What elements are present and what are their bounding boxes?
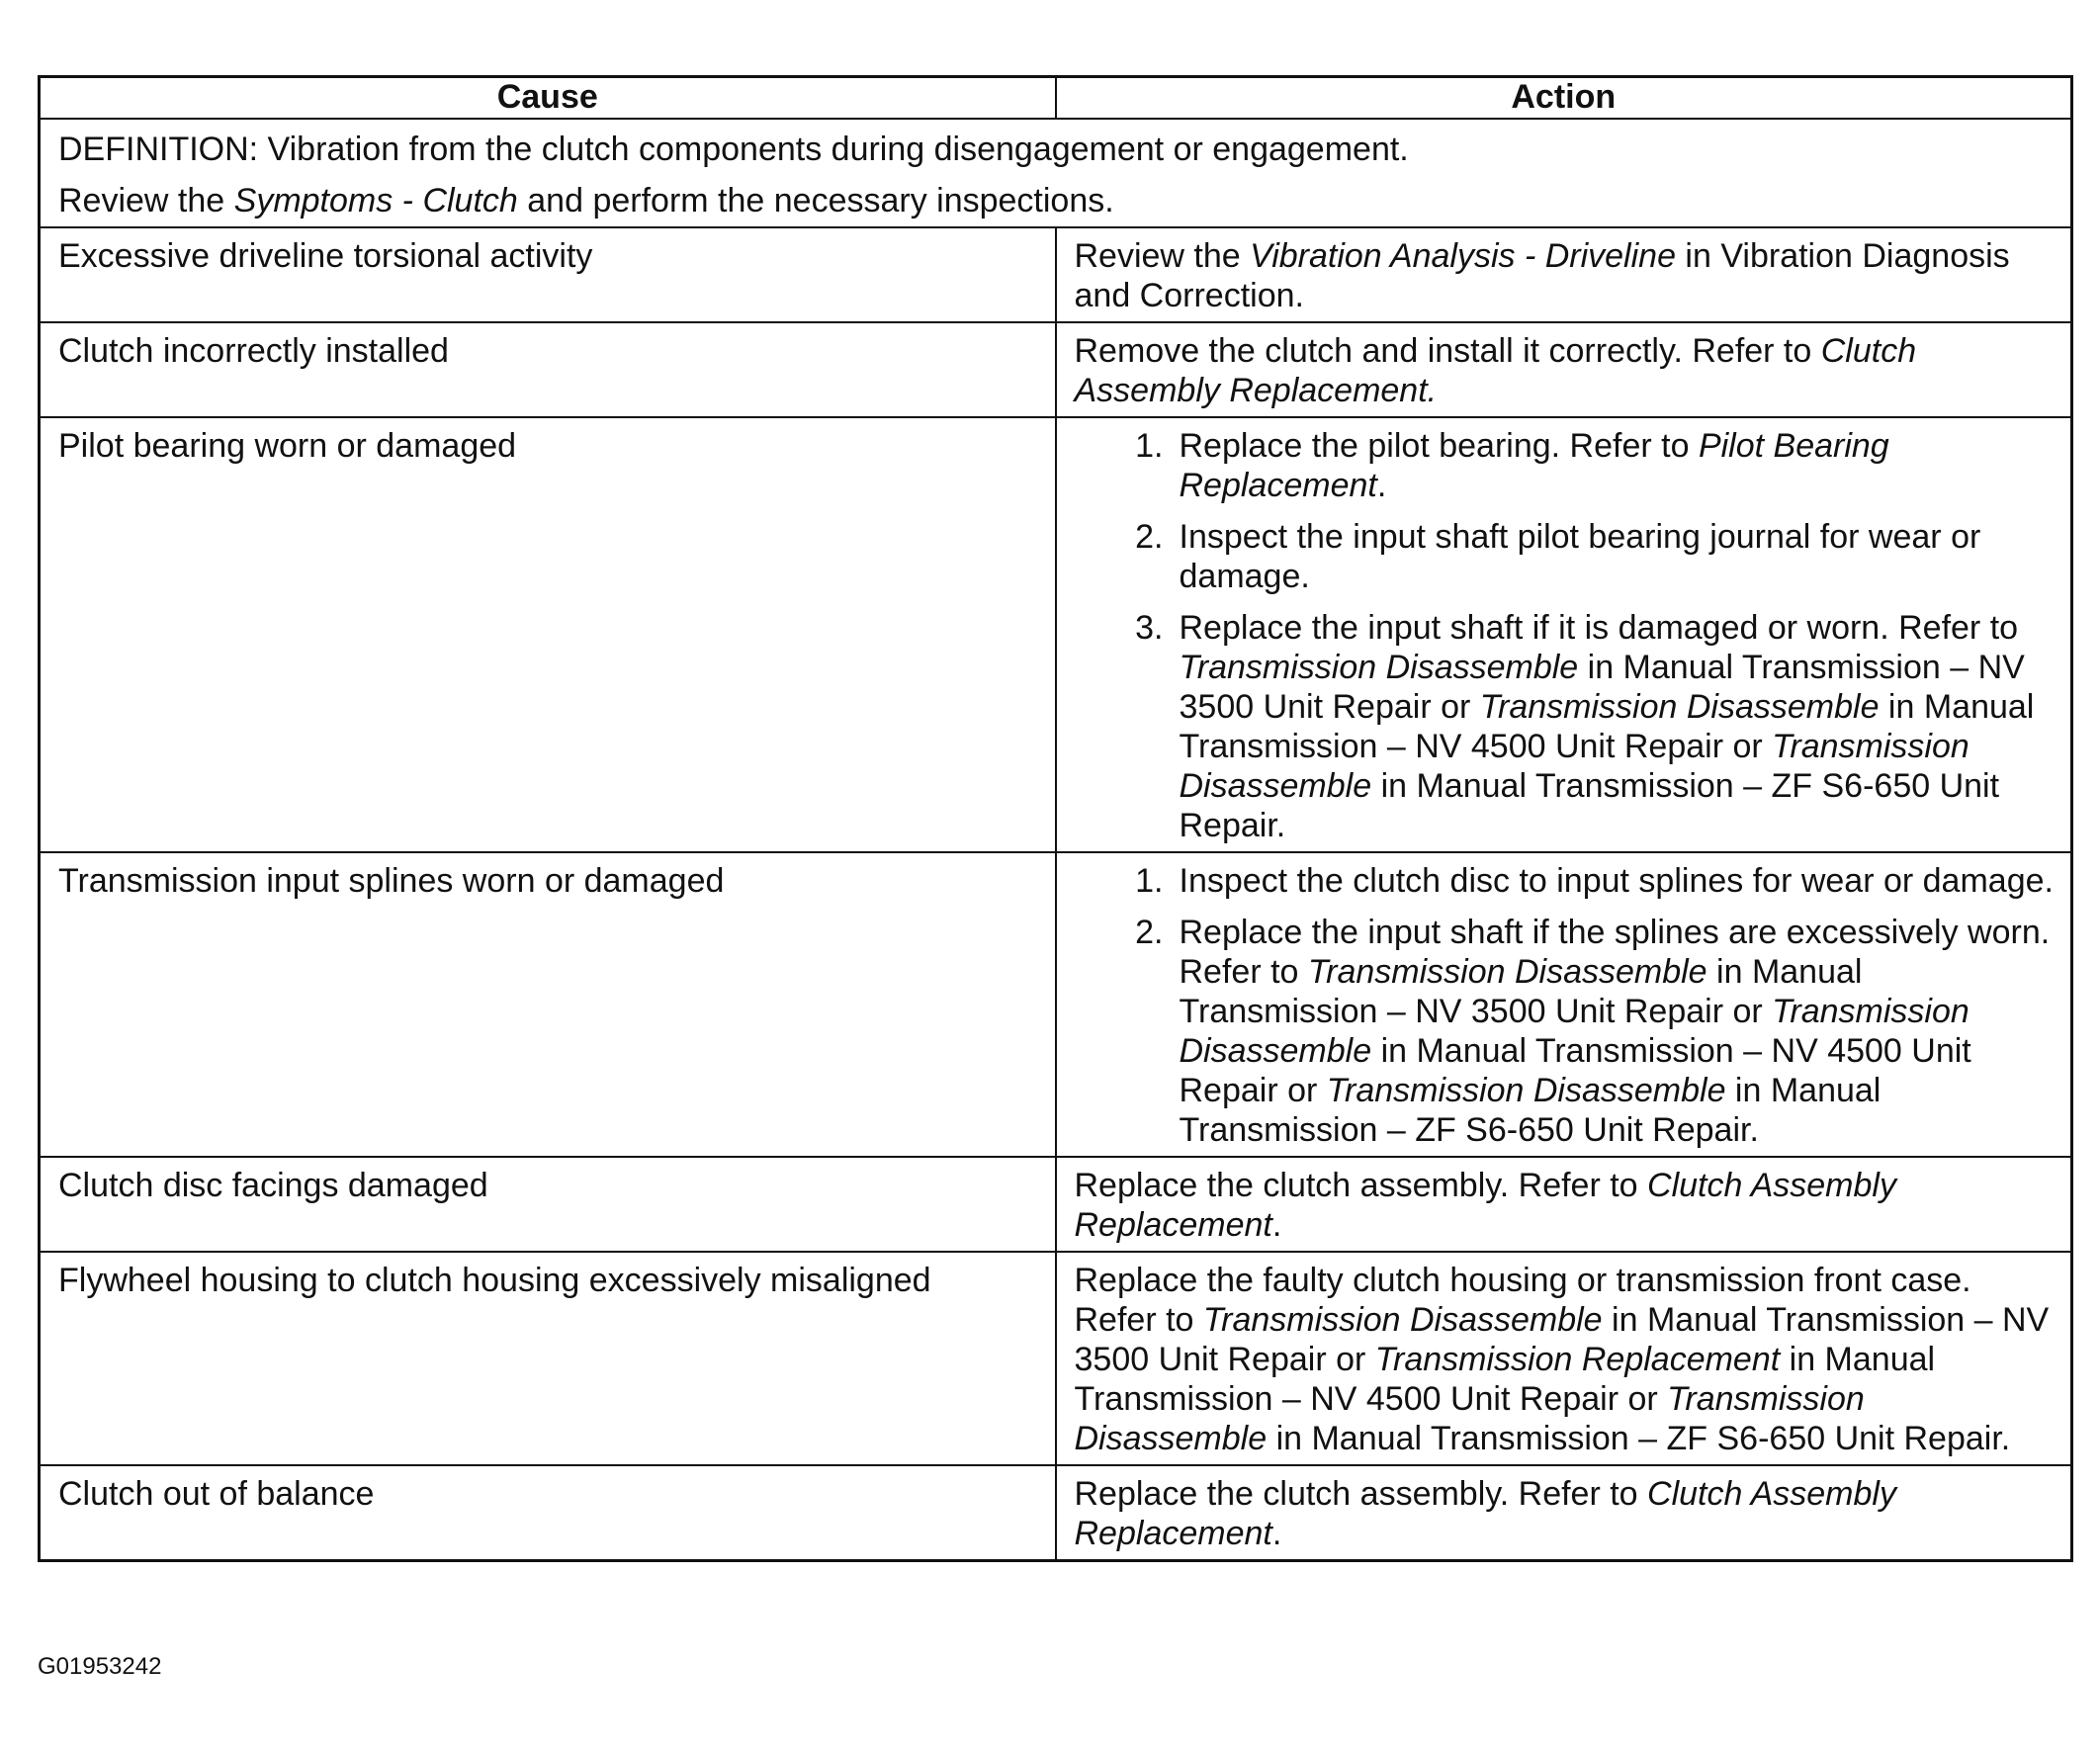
action-cell	[1056, 1252, 2072, 1465]
step-text	[1180, 608, 2056, 845]
figure-id: G01953242	[38, 1653, 162, 1680]
cross-reference-text: Transmission Disassemble	[1179, 993, 1969, 1070]
cause-cell: Clutch out of balance	[40, 1465, 1056, 1561]
cross-reference-text: Transmission Disassemble	[1179, 649, 1579, 686]
step-run: in Manual Transmission – ZF S6-650 Unit Repair.	[1179, 767, 2000, 844]
action-step	[1114, 608, 2056, 845]
cross-reference-text: Transmission Disassemble	[1479, 688, 1880, 726]
action-run: Review the	[1074, 237, 1251, 275]
cross-reference-text: Symptoms - Clutch	[233, 182, 518, 219]
action-run: .	[1271, 1515, 1282, 1552]
table-row	[40, 227, 2072, 322]
cross-reference-text: Transmission Disassemble	[1307, 953, 1707, 991]
definition-run: Review the	[58, 182, 234, 219]
cause-cell: Clutch incorrectly installed	[40, 322, 1056, 417]
table-row	[40, 1157, 2072, 1252]
cross-reference-text: Clutch Assembly Replacement	[1074, 1475, 1896, 1552]
step-run: in Manual Transmission – ZF S6-650 Unit Repair.	[1179, 1072, 1881, 1149]
action-cell	[1056, 227, 2072, 322]
action-step	[1114, 861, 2056, 901]
cross-reference-text: Clutch Assembly Replacement.	[1074, 332, 1917, 409]
step-text	[1180, 426, 2056, 505]
step-number: 2.	[1135, 518, 1164, 556]
cause-cell: Flywheel housing to clutch housing excessively misaligned	[40, 1252, 1056, 1465]
action-cell	[1056, 1157, 2072, 1252]
step-run: in Manual Transmission – NV 3500 Unit Repair or	[1179, 649, 2025, 726]
cross-reference-text: Transmission Disassemble	[1179, 728, 1969, 805]
action-cell	[1056, 1465, 2072, 1561]
step-number: 1.	[1135, 862, 1164, 900]
step-run: Replace the input shaft if the splines are excessively worn. Refer to	[1179, 914, 2051, 991]
step-text	[1180, 861, 2056, 901]
step-run: Replace the input shaft if it is damaged or worn. Refer to	[1179, 609, 2019, 647]
cross-reference-text: Pilot Bearing Replacement	[1179, 427, 1889, 504]
definition-row	[40, 119, 2072, 227]
action-cell	[1056, 417, 2072, 852]
table-row	[40, 322, 2072, 417]
action-run: Replace the clutch assembly. Refer to	[1074, 1167, 1648, 1204]
header-row	[40, 77, 2072, 120]
cross-reference-text: Transmission Disassemble	[1326, 1072, 1726, 1109]
step-text	[1180, 913, 2056, 1150]
step-text	[1180, 517, 2056, 596]
action-run: Remove the clutch and install it correctly. Refer to	[1074, 332, 1821, 370]
action-run: Replace the clutch assembly. Refer to	[1074, 1475, 1648, 1513]
table-row	[40, 1252, 2072, 1465]
action-step	[1114, 426, 2056, 505]
action-steps	[1075, 861, 2056, 1150]
action-step	[1114, 913, 2056, 1150]
cause-cell: Excessive driveline torsional activity	[40, 227, 1056, 322]
step-number: 3.	[1135, 609, 1164, 647]
step-run: in Manual Transmission – NV 4500 Unit Repair or	[1179, 688, 2035, 765]
step-number: 2.	[1135, 914, 1164, 951]
action-run: in Manual Transmission – NV 4500 Unit Repair or	[1074, 1341, 1936, 1418]
review-instruction	[58, 181, 2055, 220]
step-run: Inspect the clutch disc to input splines for wear or damage.	[1179, 862, 2054, 900]
step-run: Inspect the input shaft pilot bearing journal for wear or damage.	[1179, 518, 1981, 595]
action-run: in Vibration Diagnosis and Correction.	[1074, 237, 2010, 314]
cross-reference-text: Transmission Replacement	[1374, 1341, 1781, 1378]
table-row	[40, 852, 2072, 1157]
table-body	[40, 119, 2072, 1561]
step-run: in Manual Transmission – NV 3500 Unit Repair or	[1179, 953, 1863, 1030]
diagnostic-table	[38, 75, 2073, 1562]
cross-reference-text: Transmission Disassemble	[1202, 1301, 1603, 1339]
definition-cell	[40, 119, 2072, 227]
step-run: .	[1376, 467, 1387, 504]
action-run: Replace the faulty clutch housing or transmission front case. Refer to	[1074, 1262, 1971, 1339]
cross-reference-text: Clutch Assembly Replacement	[1074, 1167, 1896, 1244]
action-run: in Manual Transmission – ZF S6-650 Unit Repair.	[1267, 1420, 2011, 1457]
cross-reference-text: Transmission Disassemble	[1074, 1380, 1865, 1457]
definition-run: DEFINITION: Vibration from the clutch components during disengagement or engagement.	[58, 131, 1409, 168]
action-column-header: Action	[1056, 77, 2072, 120]
cause-cell: Transmission input splines worn or damaged	[40, 852, 1056, 1157]
step-run: in Manual Transmission – NV 4500 Unit Repair or	[1179, 1032, 1971, 1109]
action-cell	[1056, 322, 2072, 417]
table-row	[40, 1465, 2072, 1561]
cause-column-header: Cause	[40, 77, 1056, 120]
action-step	[1114, 517, 2056, 596]
step-run: Replace the pilot bearing. Refer to	[1179, 427, 1699, 465]
definition-text	[58, 130, 2055, 169]
action-cell	[1056, 852, 2072, 1157]
step-number: 1.	[1135, 427, 1164, 465]
table-row	[40, 417, 2072, 852]
cause-cell: Clutch disc facings damaged	[40, 1157, 1056, 1252]
definition-run: and perform the necessary inspections.	[517, 182, 1114, 219]
action-run: .	[1271, 1206, 1282, 1244]
action-run: in Manual Transmission – NV 3500 Unit Repair or	[1074, 1301, 2050, 1378]
cross-reference-text: Vibration Analysis - Driveline	[1250, 237, 1676, 275]
action-steps	[1075, 426, 2056, 845]
cause-cell: Pilot bearing worn or damaged	[40, 417, 1056, 852]
